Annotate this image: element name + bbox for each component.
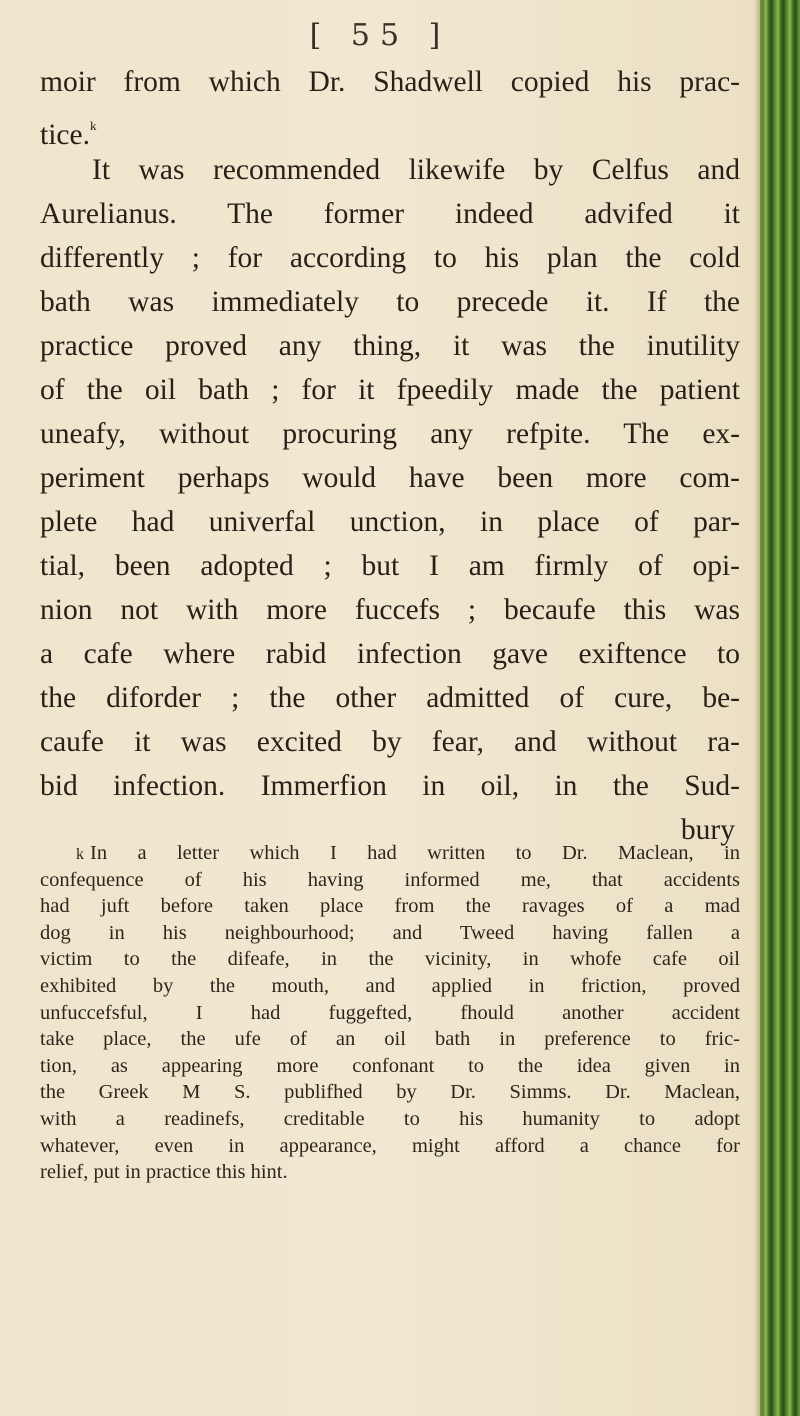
body-line: Aurelianus. The former indeed advifed it xyxy=(40,198,740,230)
catchword: bury xyxy=(680,814,735,846)
body-line: of the oil bath ; for it fpeedily made the patient xyxy=(40,374,740,406)
footnote-line: with a readinefs, creditable to his humanity to adopt xyxy=(40,1107,740,1130)
body-line: practice proved any thing, it was the inutility xyxy=(40,330,740,362)
body-line: uneafy, without procuring any refpite. The ex- xyxy=(40,418,740,450)
body-line: plete had univerfal unction, in place of par- xyxy=(40,506,740,538)
book-fore-edge xyxy=(760,0,800,1416)
footnote-line: victim to the difeafe, in the vicinity, in whofe cafe oil xyxy=(40,948,740,971)
footnote-line: exhibited by the mouth, and applied in friction, proved xyxy=(40,974,740,997)
footnote-line: unfuccefsful, I had fuggefted, fhould another accident xyxy=(40,1001,740,1024)
footnote-line: the Greek M S. publifhed by Dr. Simms. Dr. Maclean, xyxy=(40,1081,740,1104)
footnote xyxy=(40,840,740,1186)
footnote-reference: k xyxy=(89,118,97,133)
body-line: nion not with more fuccefs ; becaufe this was xyxy=(40,594,740,626)
body-line: periment perhaps would have been more com- xyxy=(40,462,740,494)
footnote-line: take place, the ufe of an oil bath in preference to fric- xyxy=(40,1028,740,1051)
body-line: tial, been adopted ; but I am firmly of opi- xyxy=(40,550,740,582)
body-line: bid infection. Immerfion in oil, in the Sud- xyxy=(40,770,740,802)
footnote-line-text: In a letter which I had written to Dr. Maclean, in xyxy=(90,842,740,864)
body-text xyxy=(40,60,740,852)
footnote-line: whatever, even in appearance, might afford a chance for xyxy=(40,1134,740,1157)
body-line: moir from which Dr. Shadwell copied his prac- xyxy=(40,66,740,98)
footnote-line xyxy=(40,840,740,867)
body-line: the diforder ; the other admitted of cure, be- xyxy=(40,682,740,714)
footnote-line: had juft before taken place from the ravages of a mad xyxy=(40,895,740,918)
body-line xyxy=(40,104,740,151)
footnote-marker: k xyxy=(76,846,84,863)
page-number: [ 55 ] xyxy=(309,18,451,53)
body-line: It was recommended likewife by Celfus and xyxy=(92,154,740,186)
body-line: caufe it was excited by fear, and without ra- xyxy=(40,726,740,758)
body-line-text: tice. xyxy=(40,119,90,151)
body-line: a cafe where rabid infection gave exiftence to xyxy=(40,638,740,670)
footnote-line: tion, as appearing more confonant to the idea given in xyxy=(40,1054,740,1077)
footnote-line: confequence of his having informed me, that accidents xyxy=(40,868,740,891)
footnote-line: relief, put in practice this hint. xyxy=(40,1161,288,1184)
body-line: bath was immediately to precede it. If the xyxy=(40,286,740,318)
footnote-line: dog in his neighbourhood; and Tweed having fallen a xyxy=(40,921,740,944)
body-line: differently ; for according to his plan the cold xyxy=(40,242,740,274)
